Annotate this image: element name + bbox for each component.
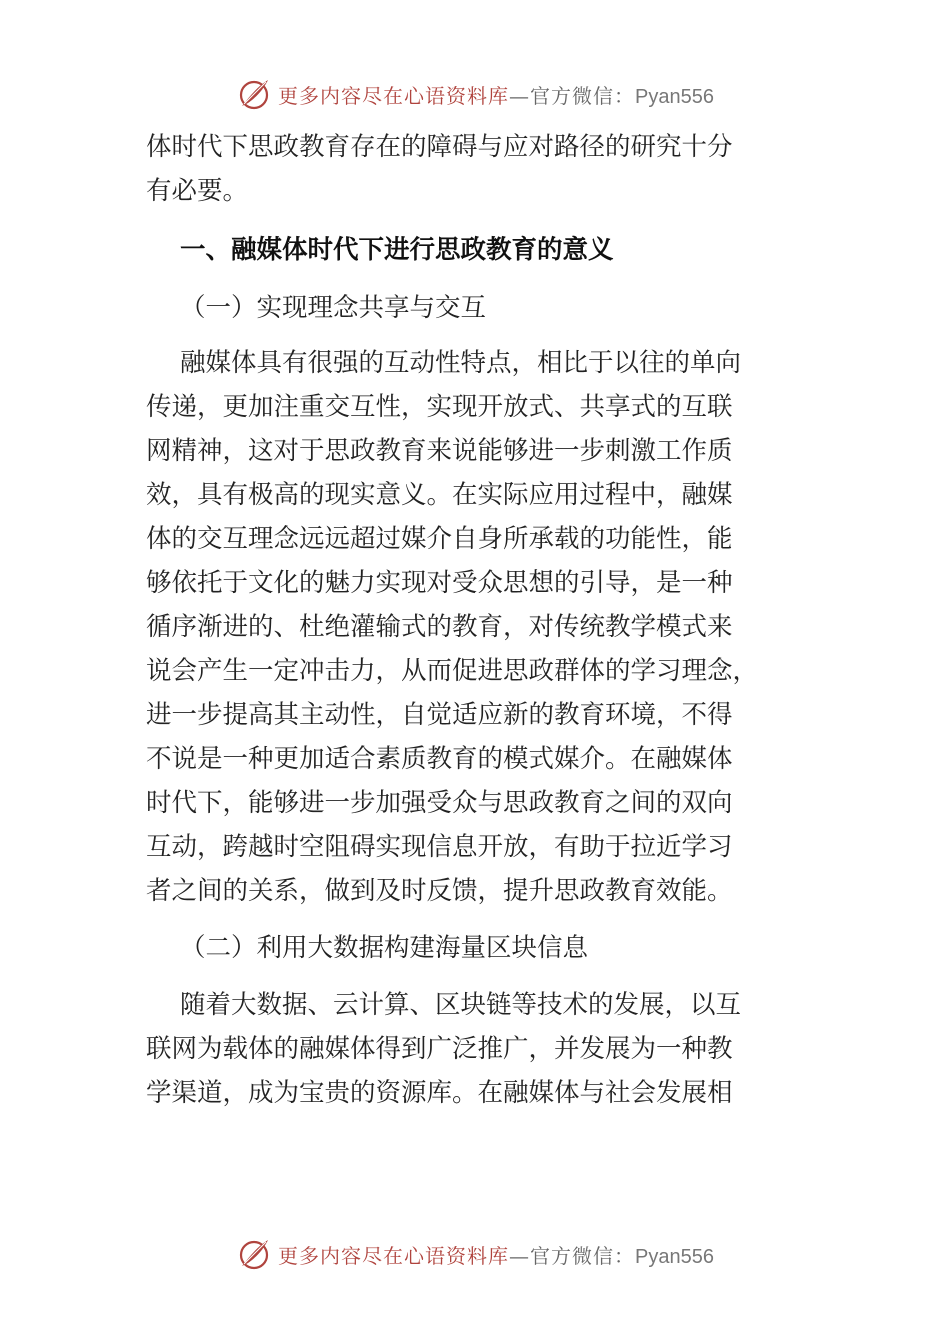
paragraph-line: 够依托于文化的魅力实现对受众思想的引导，是一种 (146, 568, 733, 598)
wechat-label: 官方微信： (530, 83, 636, 108)
banner-dash: — (509, 83, 531, 108)
paragraph-line: 说会产生一定冲击力，从而促进思政群体的学习理念， (146, 656, 759, 686)
section-heading: 一、融媒体时代下进行思政教育的意义 (180, 235, 614, 265)
subsection-heading: （一）实现理念共享与交互 (180, 293, 487, 323)
paragraph-line: 体的交互理念远远超过媒介自身所承载的功能性，能 (146, 524, 733, 554)
subsection-heading: （二）利用大数据构建海量区块信息 (180, 933, 589, 963)
paragraph-line: 网精神，这对于思政教育来说能够进一步刺激工作质 (146, 436, 733, 466)
feather-quill-logo-icon (236, 1236, 272, 1272)
paragraph-line: 效，具有极高的现实意义。在实际应用过程中，融媒 (146, 480, 733, 510)
feather-quill-logo-icon (236, 76, 272, 112)
paragraph-line: 不说是一种更加适合素质教育的模式媒介。在融媒体 (146, 744, 733, 774)
paragraph-line: 学渠道，成为宝贵的资源库。在融媒体与社会发展相 (146, 1078, 733, 1108)
document-body (146, 125, 806, 1115)
paragraph-line: 随着大数据、云计算、区块链等技术的发展，以互 (180, 990, 742, 1020)
banner-main-text: 更多内容尽在心语资料库 (278, 1243, 510, 1268)
footer-banner (0, 1234, 950, 1274)
paragraph-line: 时代下，能够进一步加强受众与思政教育之间的双向 (146, 788, 733, 818)
paragraph-line: 联网为载体的融媒体得到广泛推广，并发展为一种教 (146, 1034, 733, 1064)
text-line: 体时代下思政教育存在的障碍与应对路径的研究十分 (146, 132, 733, 162)
text-line: 有必要。 (146, 176, 249, 206)
wechat-id: Pyan556 (635, 85, 714, 108)
banner-dash: — (509, 1243, 531, 1268)
paragraph-line: 进一步提高其主动性，自觉适应新的教育环境，不得 (146, 700, 733, 730)
paragraph-line: 互动，跨越时空阻碍实现信息开放，有助于拉近学习 (146, 832, 733, 862)
banner-main-text: 更多内容尽在心语资料库 (278, 83, 510, 108)
paragraph-line: 融媒体具有很强的互动性特点，相比于以往的单向 (180, 348, 742, 378)
header-banner (0, 74, 950, 114)
wechat-id: Pyan556 (635, 1245, 714, 1268)
banner-text (278, 1240, 714, 1269)
paragraph-line: 者之间的关系，做到及时反馈，提升思政教育效能。 (146, 876, 733, 906)
paragraph-line: 传递，更加注重交互性，实现开放式、共享式的互联 (146, 392, 733, 422)
paragraph-line: 循序渐进的、杜绝灌输式的教育，对传统教学模式来 (146, 612, 733, 642)
banner-text (278, 80, 714, 109)
wechat-label: 官方微信： (530, 1243, 636, 1268)
